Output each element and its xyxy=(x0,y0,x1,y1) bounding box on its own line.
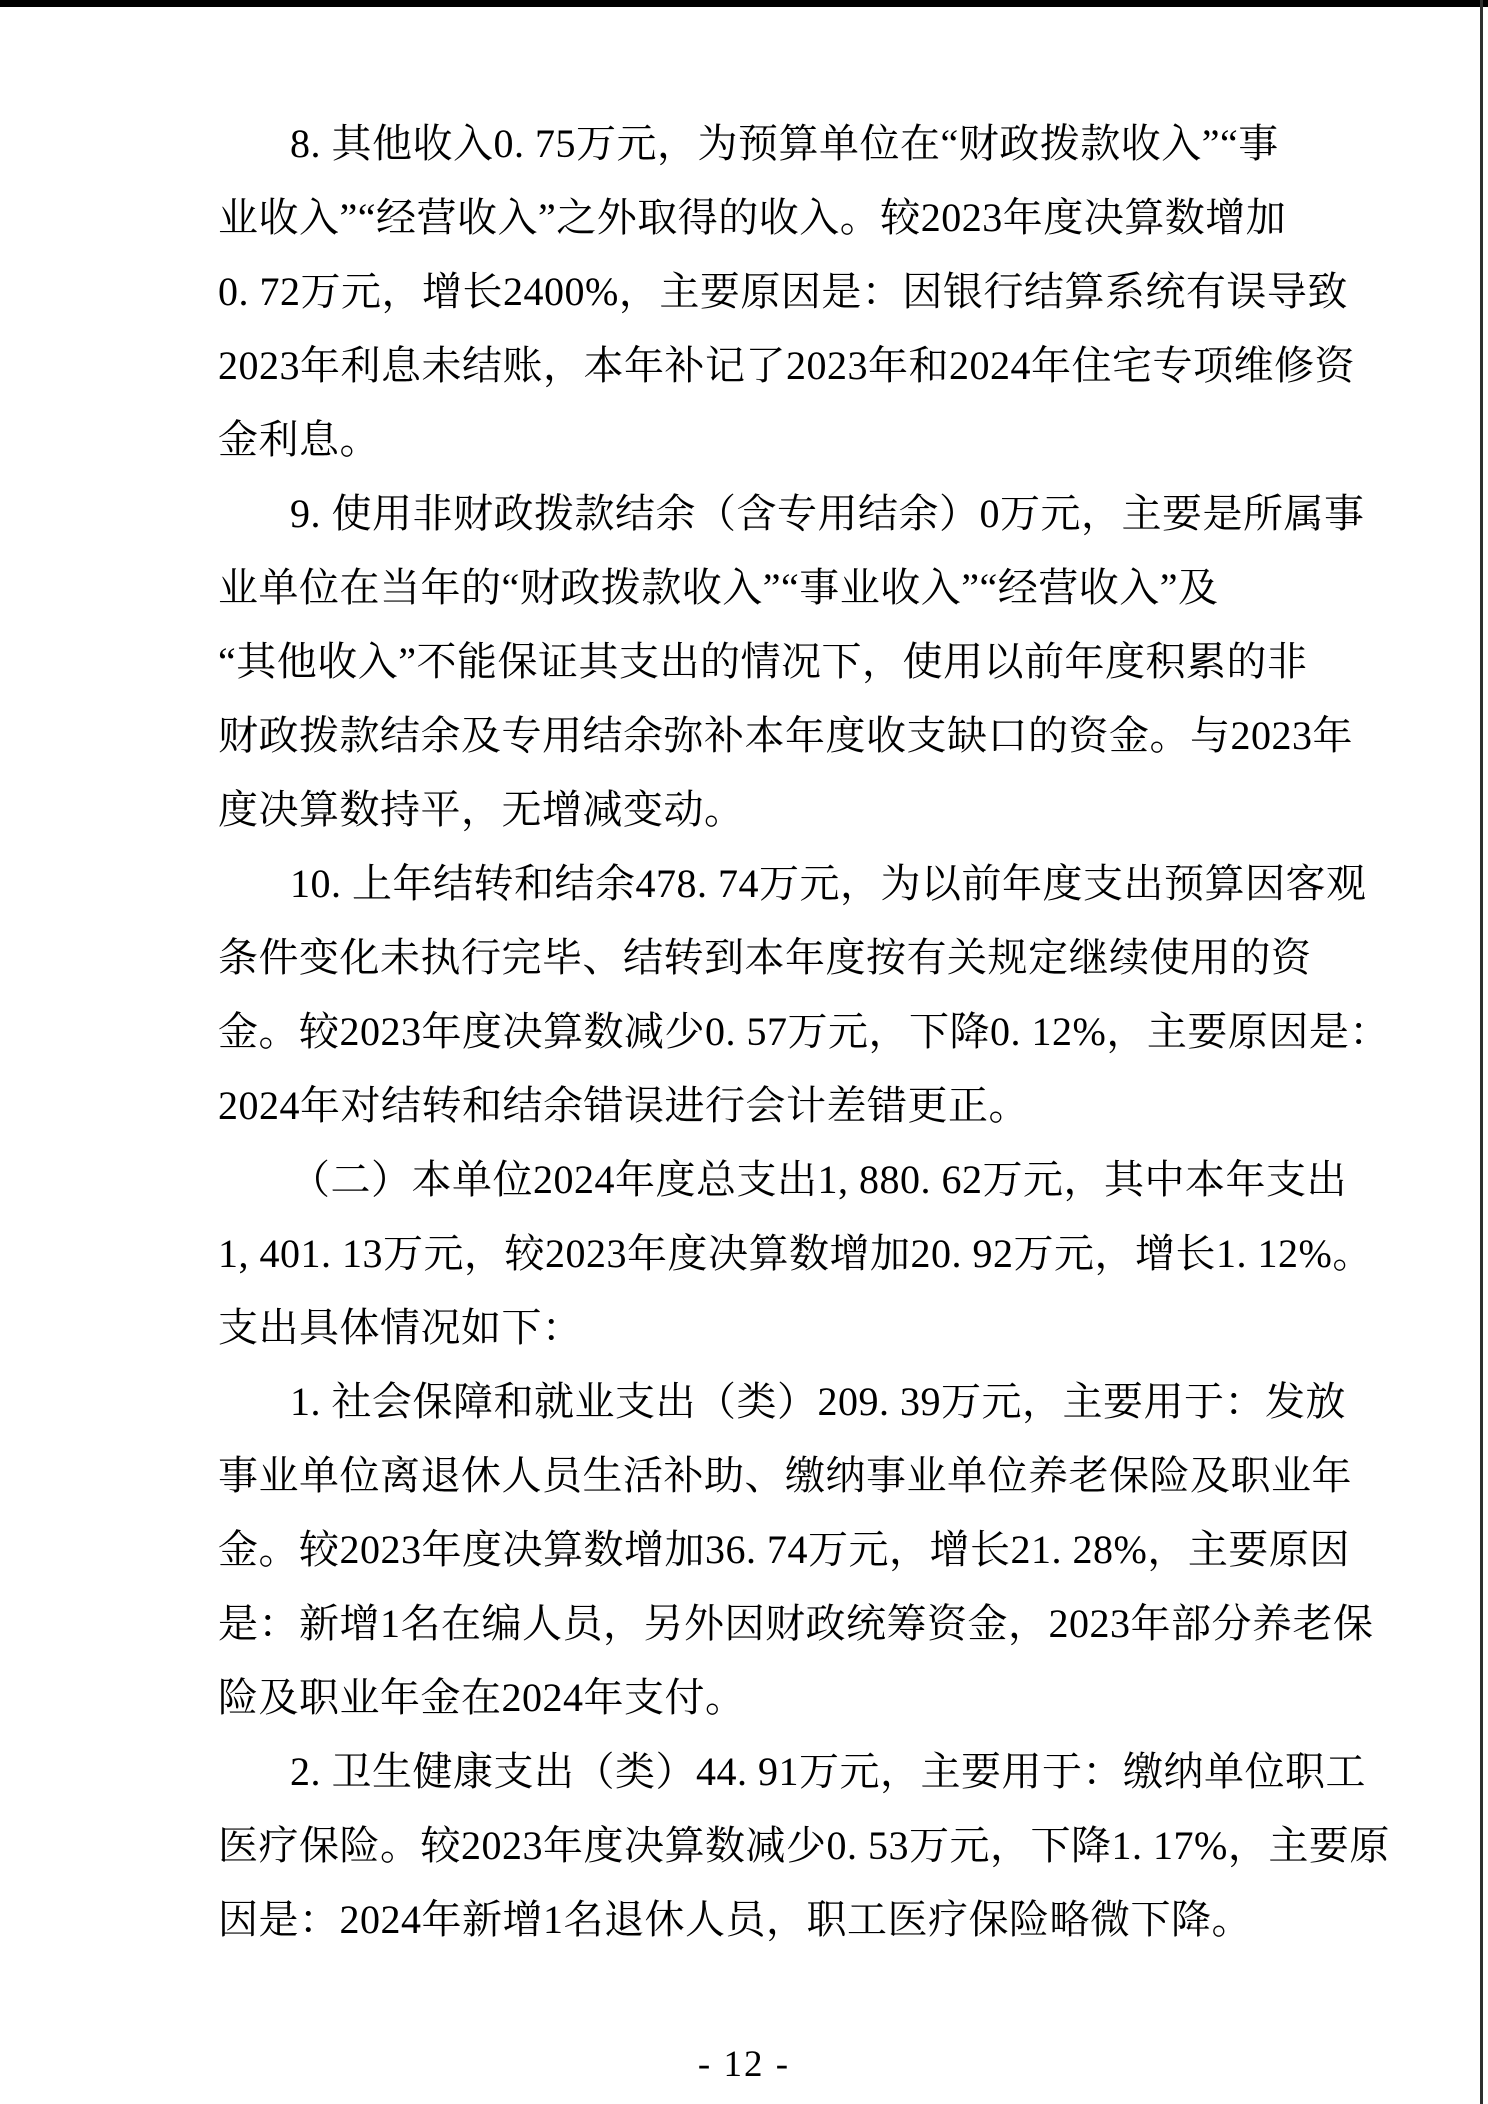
text-line: 1, 401. 13万元，较2023年度决算数增加20. 92万元，增长1. 12%。 xyxy=(218,1231,1373,1276)
paragraph xyxy=(218,477,1365,847)
scan-right-edge xyxy=(1480,0,1483,2104)
text-line: “其他收入”不能保证其支出的情况下，使用以前年度积累的非 xyxy=(218,639,1308,684)
page-number: - 12 - xyxy=(697,2044,791,2085)
text-line: 业收入”“经营收入”之外取得的收入。较2023年度决算数增加 xyxy=(218,195,1287,240)
text-line: 财政拨款结余及专用结余弥补本年度收支缺口的资金。与2023年 xyxy=(218,713,1353,758)
document-body xyxy=(218,107,1390,1957)
text-line: 事业单位离退休人员生活补助、缴纳事业单位养老保险及职业年 xyxy=(218,1453,1352,1498)
text-line: 度决算数持平，无增减变动。 xyxy=(218,787,745,832)
text-line: 8. 其他收入0. 75万元，为预算单位在“财政拨款收入”“事 xyxy=(290,121,1279,166)
text-line: 条件变化未执行完毕、结转到本年度按有关规定继续使用的资 xyxy=(218,935,1312,980)
scan-top-edge xyxy=(0,0,1488,7)
text-line: （二）本单位2024年度总支出1, 880. 62万元，其中本年支出 xyxy=(290,1157,1347,1202)
text-line: 9. 使用非财政拨款结余（含专用结余）0万元，主要是所属事 xyxy=(290,491,1365,536)
text-line: 2024年对结转和结余错误进行会计差错更正。 xyxy=(218,1083,1029,1128)
text-line: 险及职业年金在2024年支付。 xyxy=(218,1675,746,1720)
text-line: 金。较2023年度决算数减少0. 57万元，下降0. 12%，主要原因是： xyxy=(218,1009,1390,1054)
text-line: 0. 72万元，增长2400%，主要原因是：因银行结算系统有误导致 xyxy=(218,269,1348,314)
text-line: 2. 卫生健康支出（类）44. 91万元，主要用于：缴纳单位职工 xyxy=(290,1749,1366,1794)
text-line: 业单位在当年的“财政拨款收入”“事业收入”“经营收入”及 xyxy=(218,565,1219,610)
paragraph xyxy=(218,107,1355,477)
text-line: 金。较2023年度决算数增加36. 74万元，增长21. 28%，主要原因 xyxy=(218,1527,1350,1572)
paragraph xyxy=(218,1143,1373,1365)
text-line: 支出具体情况如下： xyxy=(218,1305,583,1350)
text-line: 是：新增1名在编人员，另外因财政统筹资金，2023年部分养老保 xyxy=(218,1601,1374,1646)
text-line: 10. 上年结转和结余478. 74万元，为以前年度支出预算因客观 xyxy=(290,861,1367,906)
paragraph xyxy=(218,1365,1374,1735)
paragraph xyxy=(218,1735,1390,1957)
paragraph xyxy=(218,847,1390,1143)
text-line: 2023年利息未结账，本年补记了2023年和2024年住宅专项维修资 xyxy=(218,343,1355,388)
text-line: 因是：2024年新增1名退休人员，职工医疗保险略微下降。 xyxy=(218,1897,1252,1942)
text-line: 金利息。 xyxy=(218,417,380,462)
text-line: 1. 社会保障和就业支出（类）209. 39万元，主要用于：发放 xyxy=(290,1379,1346,1424)
text-line: 医疗保险。较2023年度决算数减少0. 53万元，下降1. 17%，主要原 xyxy=(218,1823,1390,1868)
